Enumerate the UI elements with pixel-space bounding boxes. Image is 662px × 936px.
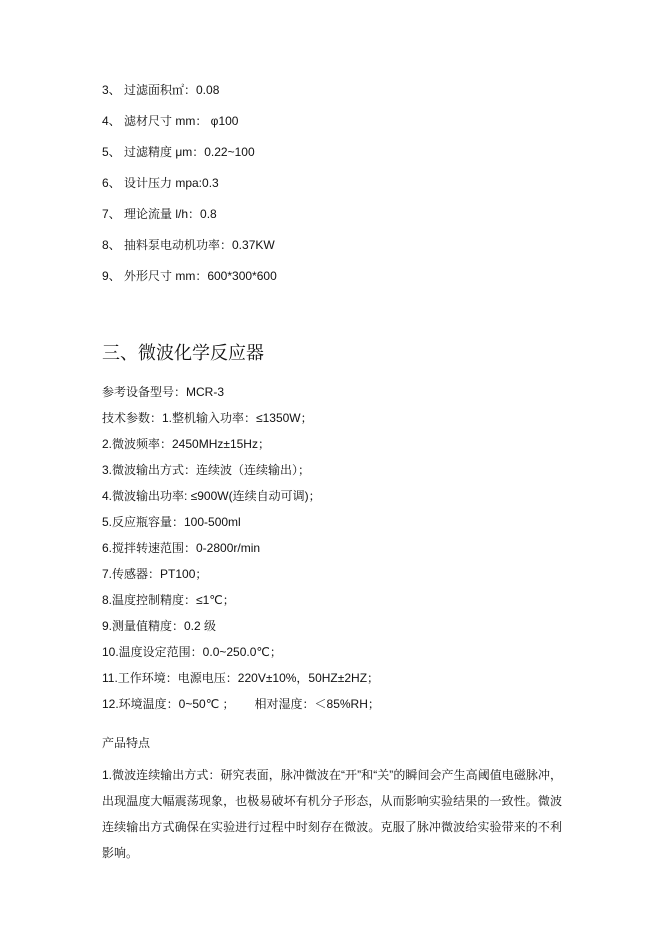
reactor-spec-item: 6.搅拌转速范围：0-2800r/min [102, 541, 261, 555]
reactor-spec-item: 8.温度控制精度：≤1℃； [102, 593, 235, 607]
reactor-spec-item: 参考设备型号：MCR-3 [102, 385, 224, 399]
features-heading: 产品特点 [102, 736, 151, 750]
filter-spec-item: 9、 外形尺寸 mm：600*300*600 [102, 269, 277, 283]
filter-spec-item: 5、 过滤精度 μm：0.22~100 [102, 145, 255, 159]
filter-spec-item: 3、 过滤面积㎡：0.08 [102, 83, 220, 97]
reactor-spec-item: 技术参数：1.整机输入功率：≤1350W； [102, 411, 313, 425]
features-paragraph: 1.微波连续输出方式：研究表面，脉冲微波在“开”和“关”的瞬间会产生高阈值电磁脉冲，出现温度大幅震荡现象，也极易破坏有机分子形态，从而影响实验结果的一致性。微波连续输出方式确保在实验进行过程中时刻存在微波。克服了脉冲微波给实验带来的不利影响。 [102, 768, 562, 860]
reactor-spec-item: 4.微波输出功率: ≤900W(连续自动可调)； [102, 489, 321, 503]
reactor-spec-item: 3.微波输出方式：连续波（连续输出）； [102, 463, 311, 477]
reactor-spec-item: 2.微波频率：2450MHz±15Hz； [102, 437, 270, 451]
section-heading: 三、微波化学反应器 [102, 343, 264, 363]
filter-spec-item: 7、 理论流量 l/h：0.8 [102, 207, 217, 221]
filter-spec-item: 6、 设计压力 mpa:0.3 [102, 176, 219, 190]
reactor-spec-item: 7.传感器：PT100； [102, 567, 208, 581]
reactor-spec-item: 9.测量值精度：0.2 级 [102, 619, 217, 633]
reactor-spec-item: 12.环境温度：0~50℃ ； 相对湿度：＜85%RH； [102, 697, 380, 711]
reactor-spec-item: 10.温度设定范围：0.0~250.0℃； [102, 645, 282, 659]
reactor-spec-item: 11.工作环境：电源电压：220V±10%，50HZ±2HZ； [102, 671, 380, 685]
reactor-spec-item: 5.反应瓶容量：100-500ml [102, 515, 241, 529]
filter-spec-item: 4、 滤材尺寸 mm： φ100 [102, 114, 239, 128]
filter-spec-item: 8、 抽料泵电动机功率：0.37KW [102, 238, 275, 252]
